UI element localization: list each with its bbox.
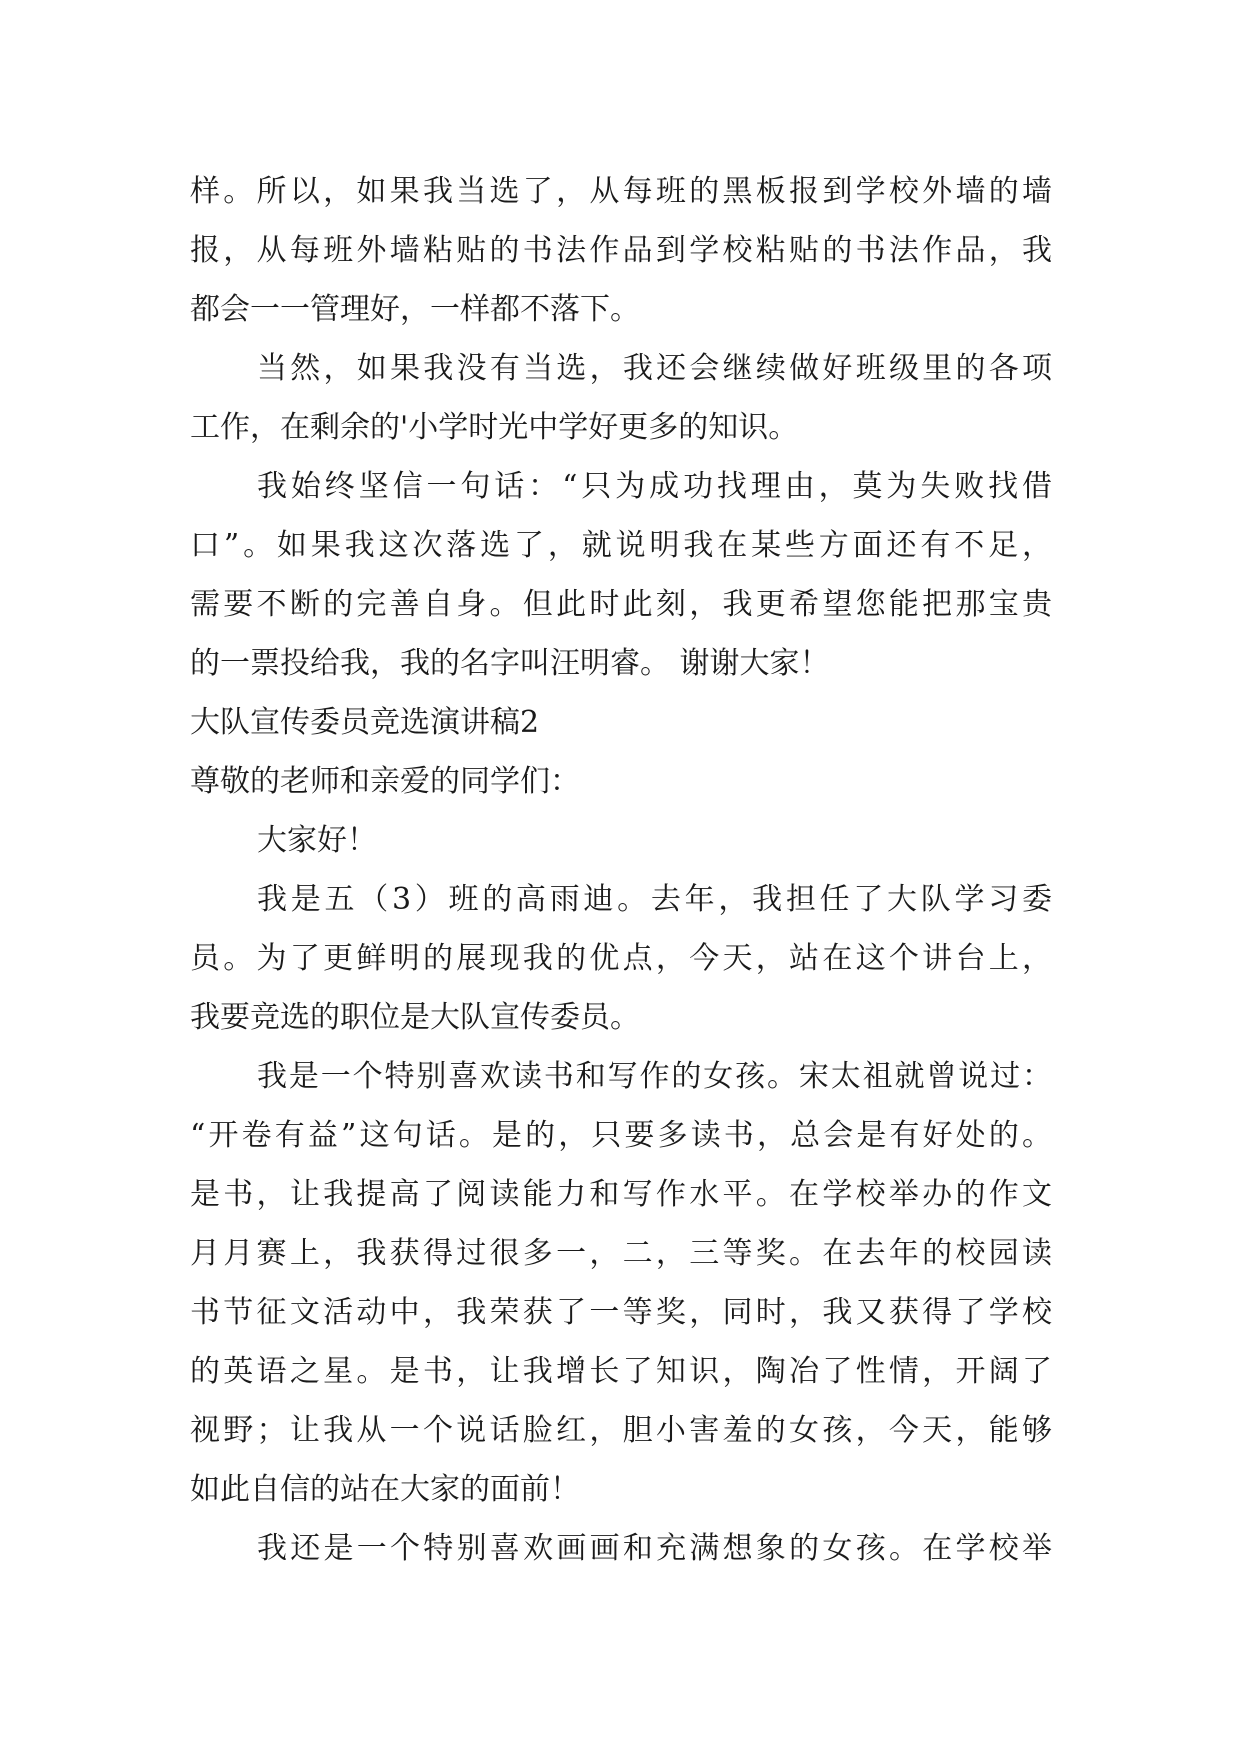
- text-line: 报，从每班外墙粘贴的书法作品到学校粘贴的书法作品，我: [190, 233, 1052, 268]
- text-line: 我还是一个特别喜欢画画和充满想象的女孩。在学校举: [257, 1531, 1052, 1566]
- section-heading: 大队宣传委员竞选演讲稿2: [190, 705, 540, 740]
- text-line: 样。所以，如果我当选了，从每班的黑板报到学校外墙的墙: [190, 174, 1052, 209]
- text-line: 口”。如果我这次落选了，就说明我在某些方面还有不足，: [190, 528, 1052, 563]
- text-line: “开卷有益”这句话。是的，只要多读书，总会是有好处的。: [190, 1118, 1052, 1153]
- text-line: 当然，如果我没有当选，我还会继续做好班级里的各项: [257, 351, 1052, 386]
- text-line: 都会一一管理好，一样都不落下。: [190, 292, 640, 327]
- text-line: 的英语之星。是书，让我增长了知识，陶冶了性情，开阔了: [190, 1354, 1052, 1389]
- document-body: [190, 162, 1052, 1578]
- text-line: 我是一个特别喜欢读书和写作的女孩。宋太祖就曾说过：: [257, 1059, 1052, 1094]
- text-line: 我是五（3）班的高雨迪。去年，我担任了大队学习委: [257, 882, 1052, 917]
- text-line: 我始终坚信一句话：“只为成功找理由，莫为失败找借: [257, 469, 1052, 504]
- text-line: 如此自信的站在大家的面前！: [190, 1472, 580, 1507]
- text-line: 的一票投给我，我的名字叫汪明睿。 谢谢大家！: [190, 646, 830, 681]
- text-line: 我要竞选的职位是大队宣传委员。: [190, 1000, 640, 1035]
- text-line: 是书，让我提高了阅读能力和写作水平。在学校举办的作文: [190, 1177, 1052, 1212]
- text-line: 员。为了更鲜明的展现我的优点，今天，站在这个讲台上，: [190, 941, 1052, 976]
- text-line: 月月赛上，我获得过很多一，二，三等奖。在去年的校园读: [190, 1236, 1052, 1271]
- text-line: 视野；让我从一个说话脸红，胆小害羞的女孩，今天，能够: [190, 1413, 1052, 1448]
- salutation: 尊敬的老师和亲爱的同学们：: [190, 764, 580, 799]
- text-line: 需要不断的完善自身。但此时此刻，我更希望您能把那宝贵: [190, 587, 1052, 622]
- text-line: 工作，在剩余的'小学时光中学好更多的知识。: [190, 410, 799, 445]
- text-line: 书节征文活动中，我荣获了一等奖，同时，我又获得了学校: [190, 1295, 1052, 1330]
- greeting: 大家好！: [257, 823, 377, 858]
